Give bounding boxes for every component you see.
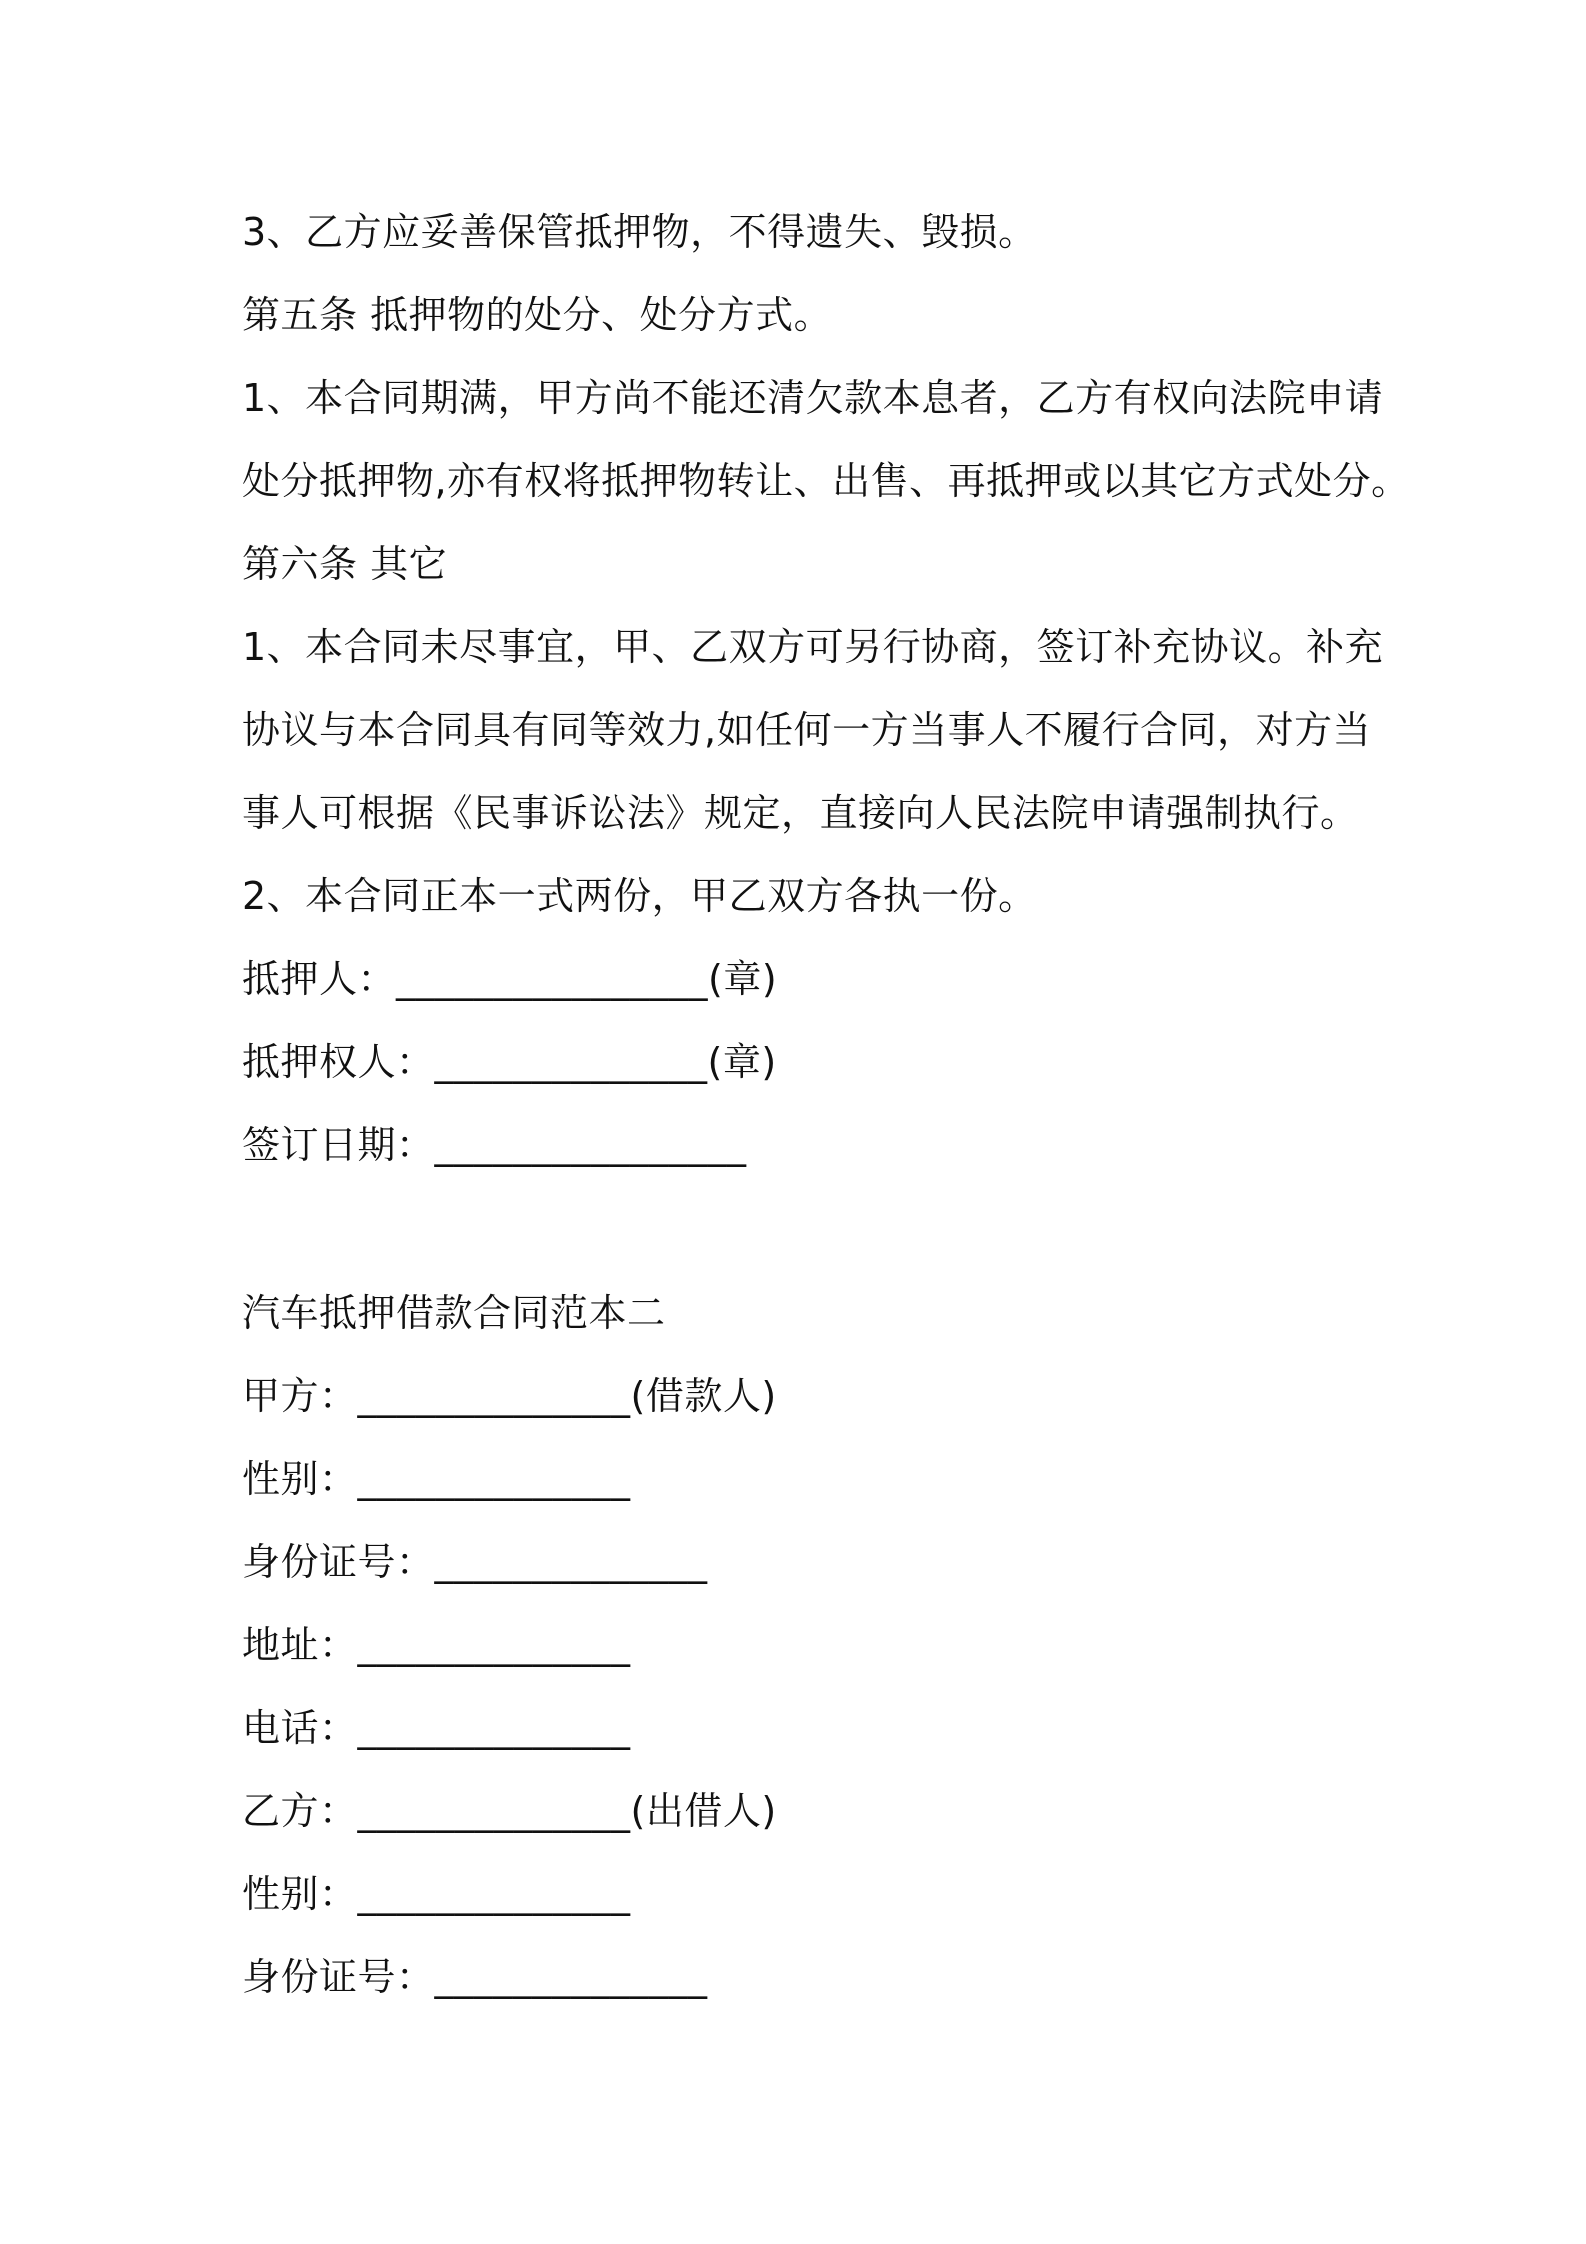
mortgagor-signature-line: 抵押人：________________(章) — [242, 957, 778, 1001]
party-b-id-line: 身份证号：______________ — [242, 1955, 708, 1999]
party-b-line: 乙方：______________(出借人) — [242, 1789, 777, 1833]
article-5-item-1-line-1: 1、本合同期满，甲方尚不能还清欠款本息者，乙方有权向法院申请 — [242, 376, 1384, 420]
article-6-item-2: 2、本合同正本一式两份，甲乙双方各执一份。 — [242, 874, 1037, 918]
sign-date-line: 签订日期：________________ — [242, 1123, 747, 1167]
mortgagee-signature-line: 抵押权人：______________(章) — [242, 1040, 777, 1084]
article-6-item-1-line-1: 1、本合同未尽事宜，甲、乙双方可另行协商，签订补充协议。补充 — [242, 625, 1384, 669]
article-6-heading: 第六条 其它 — [242, 542, 448, 586]
article-6-item-1-line-2: 协议与本合同具有同等效力,如任何一方当事人不履行合同，对方当 — [242, 708, 1372, 752]
article-5-item-1-line-2: 处分抵押物,亦有权将抵押物转让、出售、再抵押或以其它方式处分。 — [242, 459, 1410, 503]
article-6-item-1-line-3: 事人可根据《民事诉讼法》规定，直接向人民法院申请强制执行。 — [242, 791, 1359, 835]
party-a-phone-line: 电话：______________ — [242, 1706, 631, 1750]
article-5-heading: 第五条 抵押物的处分、处分方式。 — [242, 293, 833, 337]
party-a-id-line: 身份证号：______________ — [242, 1540, 708, 1584]
template-two-title: 汽车抵押借款合同范本二 — [242, 1291, 666, 1335]
party-b-gender-line: 性别：______________ — [242, 1872, 631, 1916]
party-a-gender-line: 性别：______________ — [242, 1457, 631, 1501]
party-a-address-line: 地址：______________ — [242, 1623, 631, 1667]
clause-item-3: 3、乙方应妥善保管抵押物，不得遗失、毁损。 — [242, 210, 1037, 254]
party-a-line: 甲方：______________(借款人) — [242, 1374, 777, 1418]
